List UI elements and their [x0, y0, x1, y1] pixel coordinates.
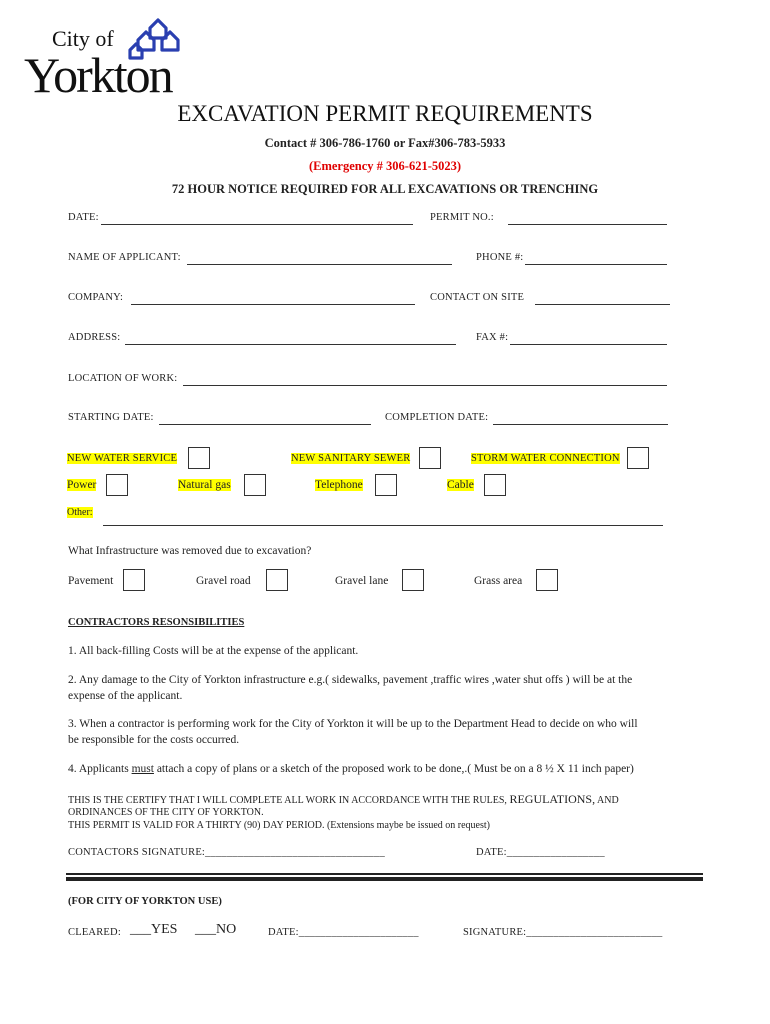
- other-field[interactable]: [103, 525, 663, 526]
- item-4-must: must: [131, 763, 154, 775]
- responsibility-item-3-line2: be responsible for the costs occurred.: [68, 734, 240, 746]
- contact-on-site-field[interactable]: [535, 304, 670, 305]
- cable-checkbox[interactable]: [484, 474, 506, 496]
- pavement-label: Pavement: [68, 575, 114, 587]
- natural-gas-label: Natural gas: [178, 479, 231, 491]
- item-4-prefix: 4. Applicants: [68, 763, 132, 775]
- new-sanitary-sewer-label: NEW SANITARY SEWER: [291, 453, 411, 464]
- location-field[interactable]: [183, 385, 667, 386]
- logo-city-of: City of: [52, 26, 114, 51]
- responsibility-item-4: [68, 763, 634, 775]
- date-label: DATE:: [68, 212, 99, 223]
- gravel-lane-checkbox[interactable]: [402, 569, 424, 591]
- permit-no-field[interactable]: [508, 224, 667, 225]
- storm-water-connection-checkbox[interactable]: [627, 447, 649, 469]
- certify-line-1b: REGULATIONS,: [509, 792, 596, 806]
- phone-label: PHONE #:: [476, 252, 524, 263]
- certify-date-field[interactable]: DATE:__________________: [476, 847, 605, 858]
- page-title: EXCAVATION PERMIT REQUIREMENTS: [177, 101, 593, 126]
- certify-line-1c: AND: [595, 795, 619, 806]
- contractor-signature-field[interactable]: CONTACTORS SIGNATURE:_________________________________: [68, 847, 385, 858]
- company-field[interactable]: [131, 304, 415, 305]
- emergency-line: (Emergency # 306-621-5023): [308, 159, 462, 173]
- applicant-name-field[interactable]: [187, 264, 452, 265]
- storm-water-connection-label: STORM WATER CONNECTION: [471, 453, 620, 464]
- logo-yorkton: Yorkton: [24, 47, 172, 103]
- location-label: LOCATION OF WORK:: [68, 373, 178, 384]
- permit-no-label: PERMIT NO.:: [430, 212, 494, 223]
- power-label: Power: [67, 479, 97, 491]
- cleared-label: CLEARED:: [68, 927, 121, 938]
- responsibility-item-3-line1: 3. When a contractor is performing work for the City of Yorkton it will be up to the Department Head to decide on who will: [68, 718, 638, 730]
- no-label: NO: [216, 922, 237, 937]
- notice-line: 72 HOUR NOTICE REQUIRED FOR ALL EXCAVATIONS OR TRENCHING: [171, 182, 599, 196]
- gravel-road-label: Gravel road: [196, 575, 251, 587]
- responsibility-item-2-line1: 2. Any damage to the City of Yorkton infrastructure e.g.( sidewalks, pavement ,traffic wires ,water shut offs ) will be at the: [68, 674, 633, 686]
- certify-line-3: THIS PERMIT IS VALID FOR A THIRTY (90) DAY PERIOD. (Extensions maybe be issued on request): [68, 820, 490, 831]
- date-field[interactable]: [101, 224, 413, 225]
- infrastructure-question: What Infrastructure was removed due to excavation?: [68, 545, 312, 557]
- no-blank: ___: [195, 922, 216, 937]
- power-checkbox[interactable]: [106, 474, 128, 496]
- yes-blank: ___: [130, 922, 151, 937]
- responsibilities-heading: CONTRACTORS RESONSIBILITIES: [68, 617, 245, 628]
- natural-gas-checkbox[interactable]: [244, 474, 266, 496]
- city-use-heading: (FOR CITY OF YORKTON USE): [68, 896, 222, 907]
- new-sanitary-sewer-checkbox[interactable]: [419, 447, 441, 469]
- fax-field[interactable]: [510, 344, 667, 345]
- cleared-yes[interactable]: [130, 922, 177, 938]
- city-use-signature-field[interactable]: SIGNATURE:_________________________: [463, 927, 663, 938]
- certify-line-1: [68, 792, 619, 807]
- telephone-label: Telephone: [315, 479, 363, 491]
- new-water-service-label: NEW WATER SERVICE: [67, 453, 178, 464]
- contact-line: Contact # 306-786-1760 or Fax#306-783-5933: [264, 136, 506, 150]
- phone-field[interactable]: [525, 264, 667, 265]
- applicant-name-label: NAME OF APPLICANT:: [68, 252, 181, 263]
- responsibility-item-2-line2: expense of the applicant.: [68, 690, 183, 702]
- completion-date-label: COMPLETION DATE:: [385, 412, 489, 423]
- logo-houses-icon: [128, 16, 188, 60]
- starting-date-field[interactable]: [159, 424, 371, 425]
- starting-date-label: STARTING DATE:: [68, 412, 154, 423]
- grass-area-checkbox[interactable]: [536, 569, 558, 591]
- certify-line-2: ORDINANCES OF THE CITY OF YORKTON.: [68, 807, 264, 818]
- completion-date-field[interactable]: [493, 424, 668, 425]
- pavement-checkbox[interactable]: [123, 569, 145, 591]
- gravel-lane-label: Gravel lane: [335, 575, 389, 587]
- other-label: Other:: [67, 507, 93, 518]
- responsibility-item-1: 1. All back-filling Costs will be at the expense of the applicant.: [68, 645, 359, 657]
- cable-label: Cable: [447, 479, 474, 491]
- city-use-date-field[interactable]: DATE:______________________: [268, 927, 419, 938]
- cleared-no[interactable]: [195, 922, 236, 938]
- grass-area-label: Grass area: [474, 575, 523, 587]
- fax-label: FAX #:: [476, 332, 509, 343]
- new-water-service-checkbox[interactable]: [188, 447, 210, 469]
- contact-on-site-label: CONTACT ON SITE: [430, 292, 525, 303]
- certify-line-1a: THIS IS THE CERTIFY THAT I WILL COMPLETE ALL WORK IN ACCORDANCE WITH THE RULES,: [68, 795, 510, 806]
- address-label: ADDRESS:: [68, 332, 121, 343]
- telephone-checkbox[interactable]: [375, 474, 397, 496]
- item-4-suffix: attach a copy of plans or a sketch of the proposed work to be done,.( Must be on a 8 ½ X 11 inch paper): [153, 763, 634, 775]
- company-label: COMPANY:: [68, 292, 124, 303]
- gravel-road-checkbox[interactable]: [266, 569, 288, 591]
- yes-label: YES: [151, 922, 178, 937]
- address-field[interactable]: [125, 344, 456, 345]
